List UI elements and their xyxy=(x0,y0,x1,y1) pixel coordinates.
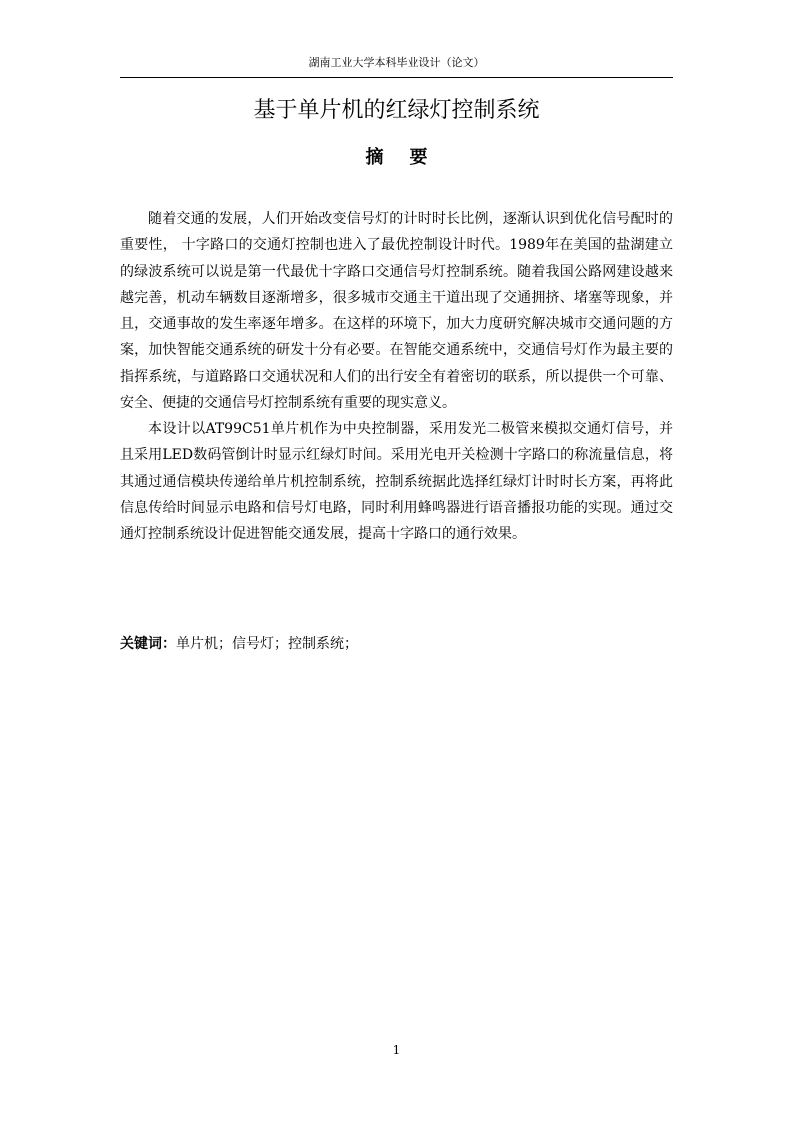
abstract-paragraph: 随着交通的发展，人们开始改变信号灯的计时时长比例，逐渐认识到优化信号配时的重要性， 十字路口的交通灯控制也进入了最优控制设计时代。1989年在美国的盐湖建立的绿波系统可以说是第一代最优十字路口交通信号灯控制系统。随着我国公路网建设越来越完善，机动车辆数目逐渐增多，很多城市交通主干道出现了交通拥挤、堵塞等现象，并且，交通事故的发生率逐年增多。在这样的环境下，加大力度研究解决城市交通问题的方案，加快智能交通系统的研发十分有必要。在智能交通系统中，交通信号灯作为最主要的指挥系统，与道路路口交通状况和人们的出行安全有着密切的联系，所以提供一个可靠、安全、便捷的交通信号灯控制系统有重要的现实意义。 xyxy=(120,211,673,411)
abstract-paragraph: 本设计以AT99C51单片机作为中央控制器，采用发光二极管来模拟交通灯信号，并且采用LED数码管倒计时显示红绿灯时间。采用光电开关检测十字路口的称流量信息，将其通过通信模块传递给单片机控制系统，控制系统据此选择红绿灯计时时长方案，再将此信息传给时间显示电路和信号灯电路，同时利用蜂鸣器进行语音播报功能的实现。通过交通灯控制系统设计促进智能交通发展，提高十字路口的通行效果。 xyxy=(120,421,673,542)
abstract-body xyxy=(120,206,673,547)
header-divider xyxy=(120,77,673,78)
running-header: 湖南工业大学本科毕业设计（论文） xyxy=(308,56,485,69)
keywords-text: 单片机；信号灯；控制系统； xyxy=(176,636,358,652)
page-number: 1 xyxy=(392,1043,401,1057)
abstract-heading: 摘要 xyxy=(365,147,454,168)
document-title: 基于单片机的红绿灯控制系统 xyxy=(253,98,540,123)
keywords-line xyxy=(120,631,673,657)
keywords-label: 关键词： xyxy=(120,636,176,652)
